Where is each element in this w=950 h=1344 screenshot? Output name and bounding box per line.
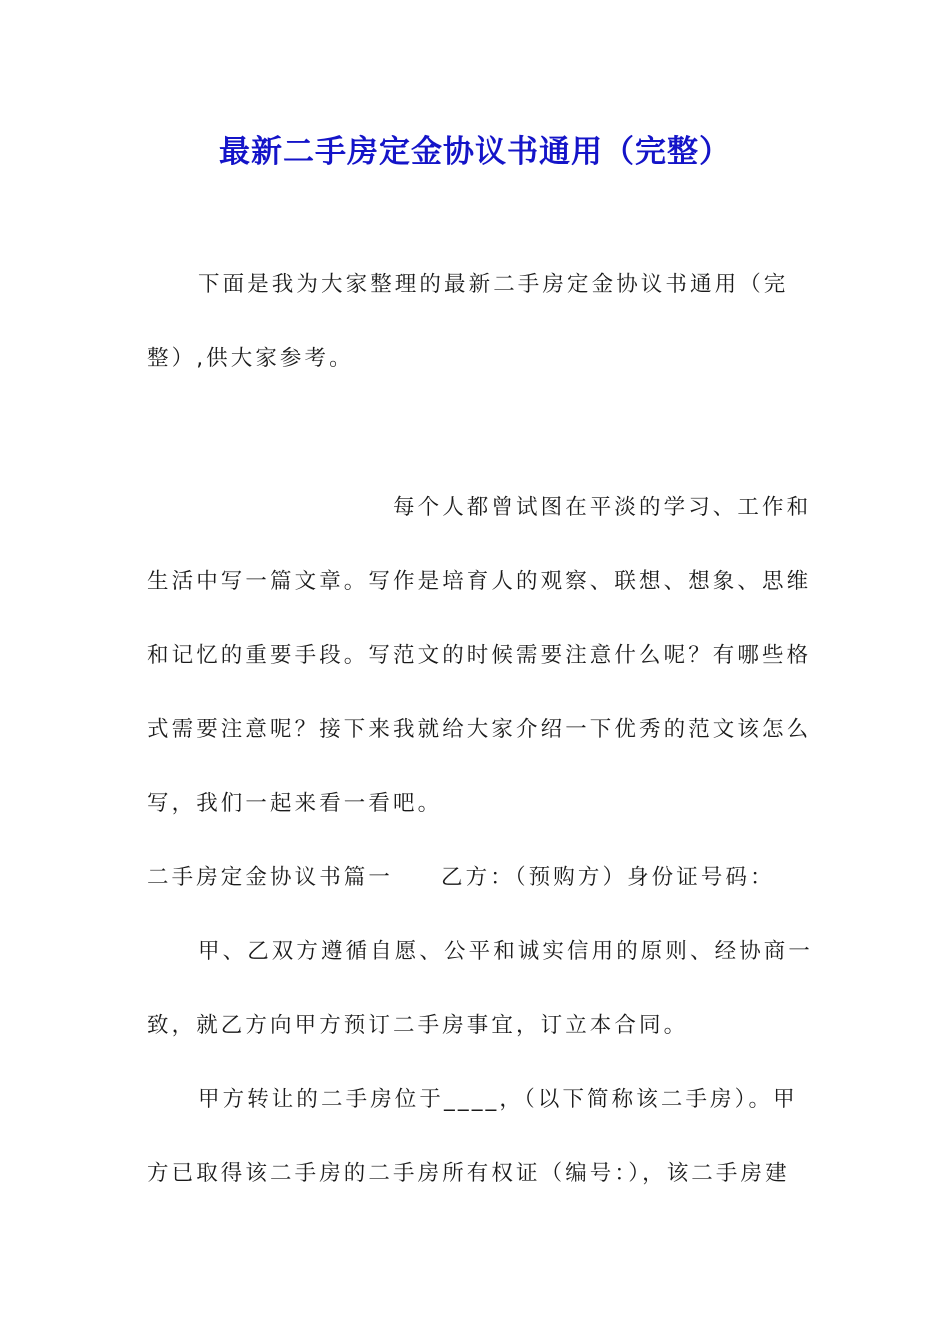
section-heading: 二手房定金协议书篇一	[147, 865, 394, 890]
document-title: 最新二手房定金协议书通用（完整）	[219, 134, 731, 170]
paragraph-1-line-1: 甲、乙双方遵循自愿、公平和诚实信用的原则、经协商一	[198, 939, 814, 964]
preface-paragraph	[147, 471, 814, 1211]
preface-line-1: 每个人都曾试图在平淡的学习、工作和	[393, 495, 812, 520]
preface-line-3: 和记忆的重要手段。写范文的时候需要注意什么呢？有哪些格	[147, 643, 812, 668]
paragraph-2-line-2: 方已取得该二手房的二手房所有权证（编号：），该二手房建	[147, 1161, 790, 1186]
preface-line-4: 式需要注意呢？接下来我就给大家介绍一下优秀的范文该怎么	[147, 717, 812, 742]
preface-line-5: 写，我们一起来看一看吧。	[147, 791, 443, 816]
intro-line-2: 整）,供大家参考。	[147, 346, 354, 371]
party-b-label: 乙方：（预购方）身份证号码：	[441, 865, 775, 890]
intro-paragraph	[147, 248, 807, 396]
paragraph-1-line-2: 致，就乙方向甲方预订二手房事宜，订立本合同。	[147, 1013, 689, 1038]
section-heading-line	[147, 841, 807, 915]
preface-line-2: 生活中写一篇文章。写作是培育人的观察、联想、想象、思维	[147, 569, 812, 594]
paragraph-2-line-1: 甲方转让的二手房位于____，（以下简称该二手房）。甲	[198, 1087, 798, 1112]
intro-line-1: 下面是我为大家整理的最新二手房定金协议书通用（完	[198, 272, 789, 297]
